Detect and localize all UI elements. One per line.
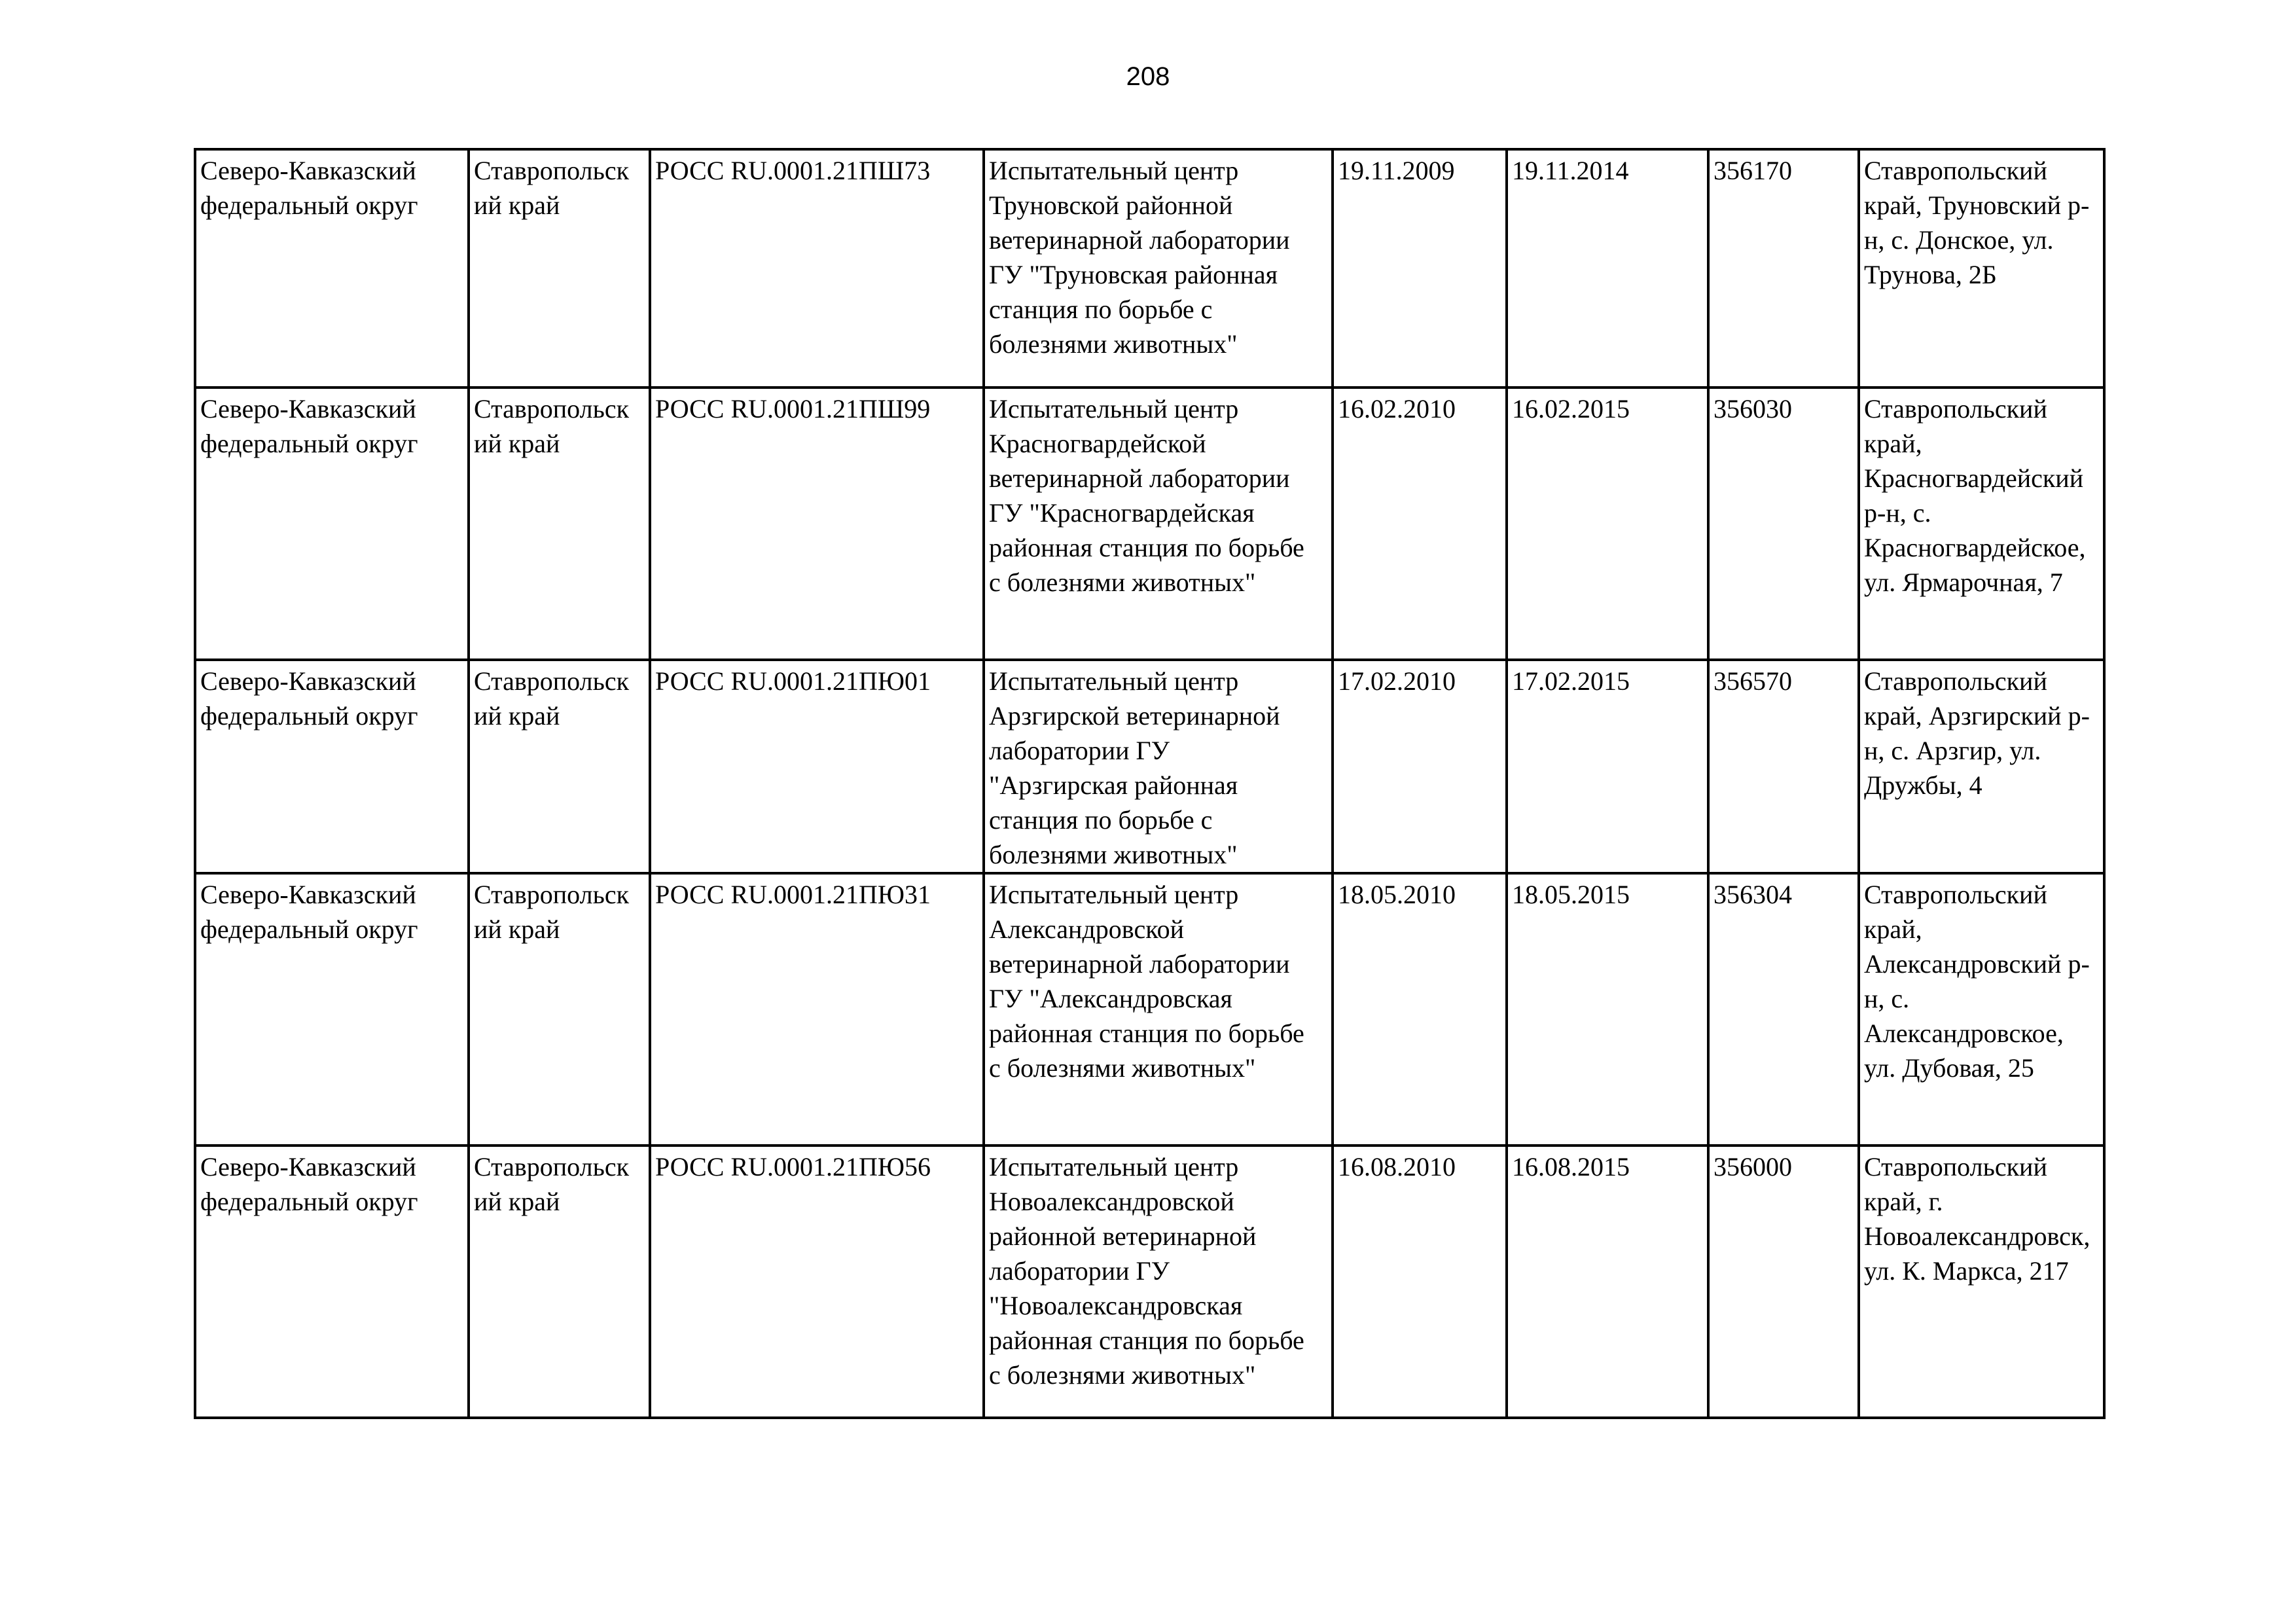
postal-code-cell: 356304 xyxy=(1708,873,1859,1146)
region-cell: Ставропольск ий край xyxy=(469,660,650,873)
organization-cell: Испытательный центр Красногвардейской ветеринарной лаборатории ГУ "Красногвардейская районная станция по борьбе с болезнями животных" xyxy=(984,388,1333,660)
date-to-cell: 18.05.2015 xyxy=(1507,873,1708,1146)
postal-code-cell: 356030 xyxy=(1708,388,1859,660)
district-cell: Северо-Кавказский федеральный округ xyxy=(195,660,469,873)
address-cell: Ставропольский край, Арзгирский р- н, с. Арзгир, ул. Дружбы, 4 xyxy=(1859,660,2104,873)
date-from-cell: 18.05.2010 xyxy=(1333,873,1507,1146)
date-to-cell: 16.02.2015 xyxy=(1507,388,1708,660)
certificate-number-cell: РОСС RU.0001.21ПШ73 xyxy=(650,149,984,388)
address-cell: Ставропольский край, г. Новоалександровск, ул. К. Маркса, 217 xyxy=(1859,1146,2104,1418)
region-cell: Ставропольск ий край xyxy=(469,149,650,388)
page-number: 208 xyxy=(1126,62,1170,91)
table-row xyxy=(195,660,2104,873)
certificate-number-cell: РОСС RU.0001.21ПЮ01 xyxy=(650,660,984,873)
date-from-cell: 16.02.2010 xyxy=(1333,388,1507,660)
table-row xyxy=(195,149,2104,388)
district-cell: Северо-Кавказский федеральный округ xyxy=(195,1146,469,1418)
organization-cell: Испытательный центр Труновской районной ветеринарной лаборатории ГУ "Труновская районная станция по борьбе с болезнями животных" xyxy=(984,149,1333,388)
certificate-number-cell: РОСС RU.0001.21ПЮ56 xyxy=(650,1146,984,1418)
organization-cell: Испытательный центр Арзгирской ветеринарной лаборатории ГУ "Арзгирская районная станция по борьбе с болезнями животных" xyxy=(984,660,1333,873)
region-cell: Ставропольск ий край xyxy=(469,873,650,1146)
district-cell: Северо-Кавказский федеральный округ xyxy=(195,149,469,388)
date-from-cell: 16.08.2010 xyxy=(1333,1146,1507,1418)
region-cell: Ставропольск ий край xyxy=(469,1146,650,1418)
date-to-cell: 17.02.2015 xyxy=(1507,660,1708,873)
address-cell: Ставропольский край, Красногвардейский р-н, с. Красногвардейское, ул. Ярмарочная, 7 xyxy=(1859,388,2104,660)
district-cell: Северо-Кавказский федеральный округ xyxy=(195,873,469,1146)
address-cell: Ставропольский край, Труновский р- н, с. Донское, ул. Трунова, 2Б xyxy=(1859,149,2104,388)
date-from-cell: 17.02.2010 xyxy=(1333,660,1507,873)
registry-table xyxy=(194,148,2106,1419)
organization-cell: Испытательный центр Александровской ветеринарной лаборатории ГУ "Александровская районная станция по борьбе с болезнями животных" xyxy=(984,873,1333,1146)
postal-code-cell: 356170 xyxy=(1708,149,1859,388)
address-cell: Ставропольский край, Александровский р- н, с. Александровское, ул. Дубовая, 25 xyxy=(1859,873,2104,1146)
table-row xyxy=(195,873,2104,1146)
date-to-cell: 16.08.2015 xyxy=(1507,1146,1708,1418)
date-from-cell: 19.11.2009 xyxy=(1333,149,1507,388)
postal-code-cell: 356000 xyxy=(1708,1146,1859,1418)
table-row xyxy=(195,1146,2104,1418)
organization-cell: Испытательный центр Новоалександровской районной ветеринарной лаборатории ГУ "Новоалександровская районная станция по борьбе с болезнями животных" xyxy=(984,1146,1333,1418)
table-row xyxy=(195,388,2104,660)
date-to-cell: 19.11.2014 xyxy=(1507,149,1708,388)
district-cell: Северо-Кавказский федеральный округ xyxy=(195,388,469,660)
region-cell: Ставропольск ий край xyxy=(469,388,650,660)
postal-code-cell: 356570 xyxy=(1708,660,1859,873)
certificate-number-cell: РОСС RU.0001.21ПШ99 xyxy=(650,388,984,660)
certificate-number-cell: РОСС RU.0001.21ПЮ31 xyxy=(650,873,984,1146)
